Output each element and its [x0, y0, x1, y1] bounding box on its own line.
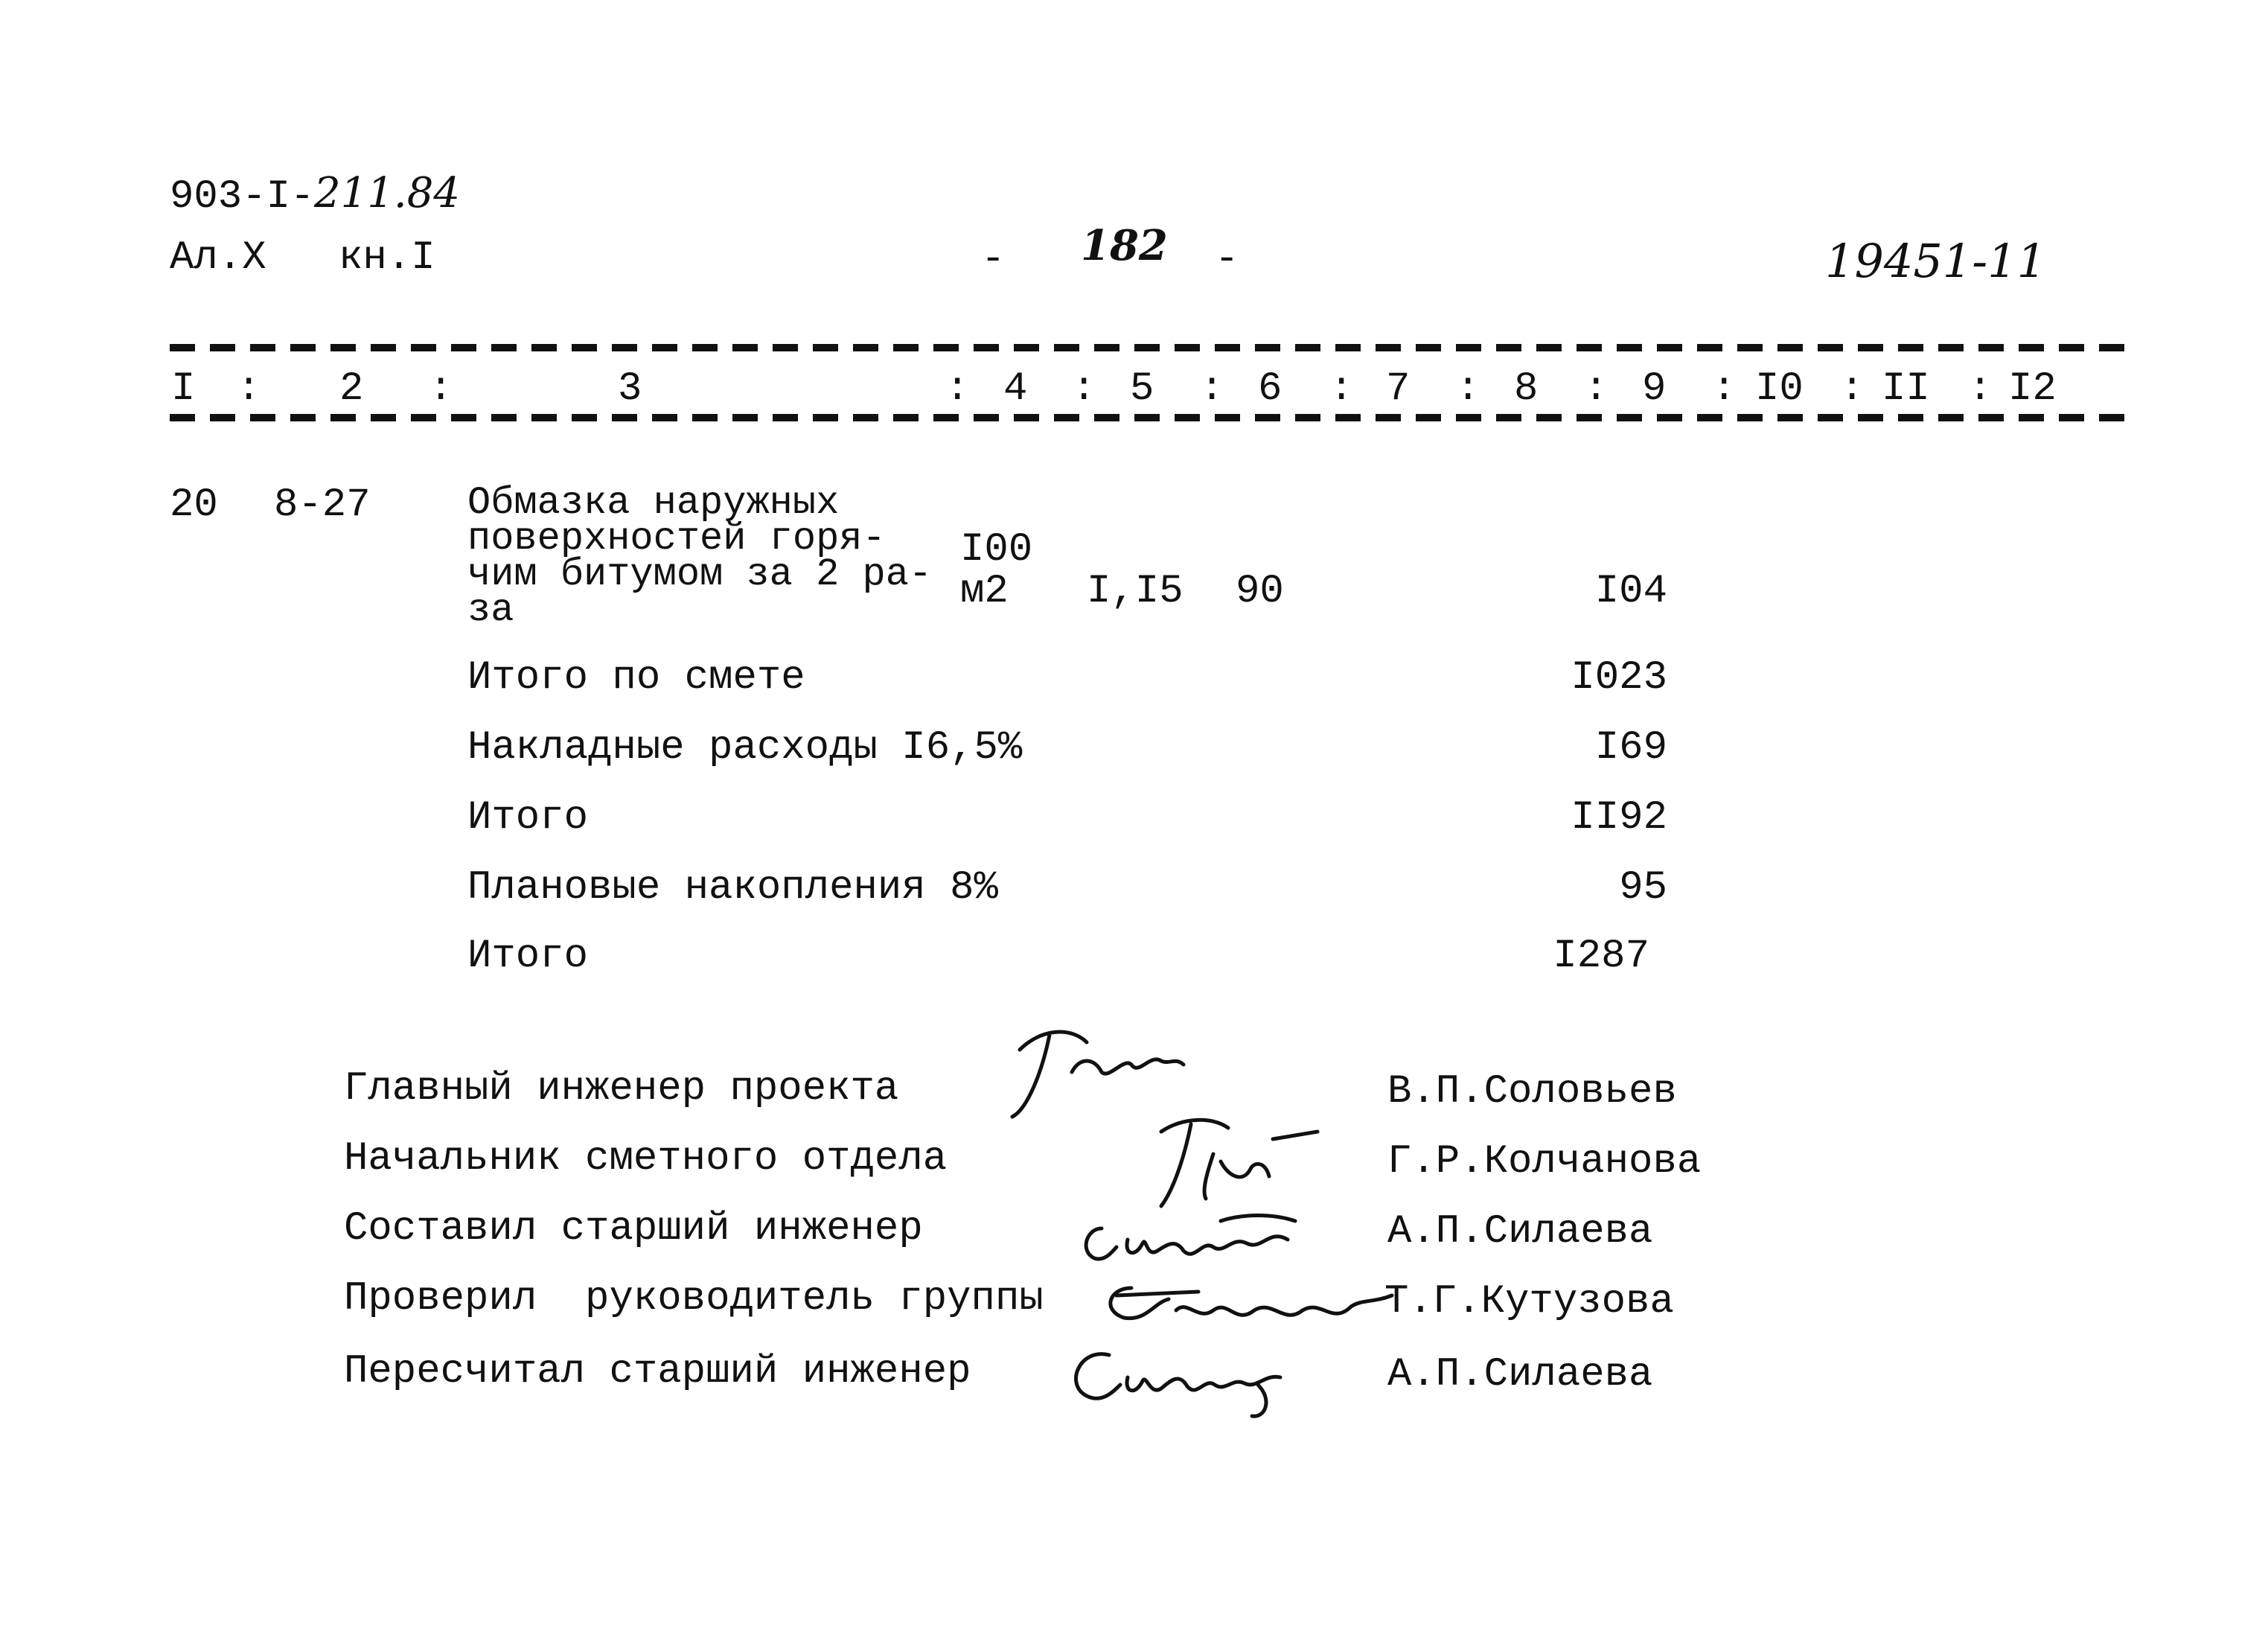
totals-value: I287: [1553, 934, 1649, 979]
signatory-name: Г.Р.Колчанова: [1387, 1139, 1702, 1185]
column-header: II: [1882, 366, 1930, 412]
column-header: I2: [2008, 366, 2057, 412]
signatory-name: В.П.Соловьев: [1387, 1069, 1677, 1115]
totals-value: I023: [1571, 655, 1667, 701]
item-unit-quantity: I00: [960, 527, 1033, 573]
page-dash-left: -: [981, 237, 1006, 282]
doc-code-printed: 903-I-: [170, 174, 315, 220]
signatory-name: Т.Г.Кутузова: [1384, 1279, 1674, 1324]
item-number: 20: [170, 482, 218, 528]
totals-value: II92: [1571, 795, 1667, 841]
signatory-role: Пересчитал старший инженер: [344, 1349, 971, 1394]
column-header: I0: [1755, 366, 1804, 412]
item-cost: I04: [1594, 569, 1667, 614]
item-code: 8-27: [274, 482, 371, 528]
column-header: 8: [1514, 366, 1539, 412]
signatory-role: Начальник сметного отдела: [344, 1136, 948, 1182]
column-separator: :: [1200, 366, 1224, 412]
item-quantity: I,I5: [1087, 569, 1183, 614]
column-separator: :: [1329, 366, 1354, 412]
column-header: 6: [1258, 366, 1282, 412]
sheet-number: 19451-11: [1825, 234, 2047, 288]
signatory-role: Составил старший инженер: [344, 1206, 923, 1252]
column-separator: :: [1712, 366, 1737, 412]
item-unit: м2: [960, 569, 1009, 614]
column-separator: :: [945, 366, 970, 412]
column-header: 7: [1386, 366, 1411, 412]
column-separator: :: [1968, 366, 1993, 412]
column-header: 3: [618, 366, 642, 412]
column-separator: :: [1072, 366, 1096, 412]
totals-label: Итого по смете: [467, 655, 805, 701]
column-header: 2: [339, 366, 364, 412]
page-dash-right: -: [1215, 237, 1239, 282]
totals-label: Накладные расходы I6,5%: [467, 725, 1023, 771]
column-header: 5: [1130, 366, 1154, 412]
signature-scribble: [1057, 1333, 1310, 1429]
column-separator: :: [237, 366, 261, 412]
item-price: 90: [1236, 569, 1284, 614]
page-number: 182: [1081, 221, 1168, 270]
top-dashed-rule: [170, 344, 2126, 351]
item-description: Обмазка наружных поверхностей горя- чим битумом за 2 ра- за: [467, 481, 933, 632]
column-header: 4: [1003, 366, 1028, 412]
doc-code-handwritten: 211.84: [314, 169, 460, 217]
signatory-name: А.П.Силаева: [1387, 1209, 1653, 1254]
book-label: кн.I: [339, 235, 435, 281]
signatory-role: Проверил руководитель группы: [344, 1276, 1044, 1321]
totals-label: Плановые накопления 8%: [467, 865, 998, 911]
album-label: Ал.X: [170, 235, 266, 281]
signature-scribble: [1087, 1266, 1399, 1340]
bottom-dashed-rule: [170, 414, 2126, 421]
signatory-role: Главный инженер проекта: [344, 1066, 899, 1112]
column-separator: :: [1456, 366, 1480, 412]
column-separator: :: [1584, 366, 1609, 412]
signatory-name: А.П.Силаева: [1387, 1352, 1653, 1397]
totals-label: Итого: [467, 795, 589, 841]
totals-label: Итого: [467, 934, 589, 979]
column-header: 9: [1642, 366, 1667, 412]
column-separator: :: [1840, 366, 1865, 412]
totals-value: 95: [1619, 865, 1667, 911]
column-separator: :: [429, 366, 453, 412]
column-header: I: [171, 366, 196, 412]
totals-value: I69: [1594, 725, 1667, 771]
